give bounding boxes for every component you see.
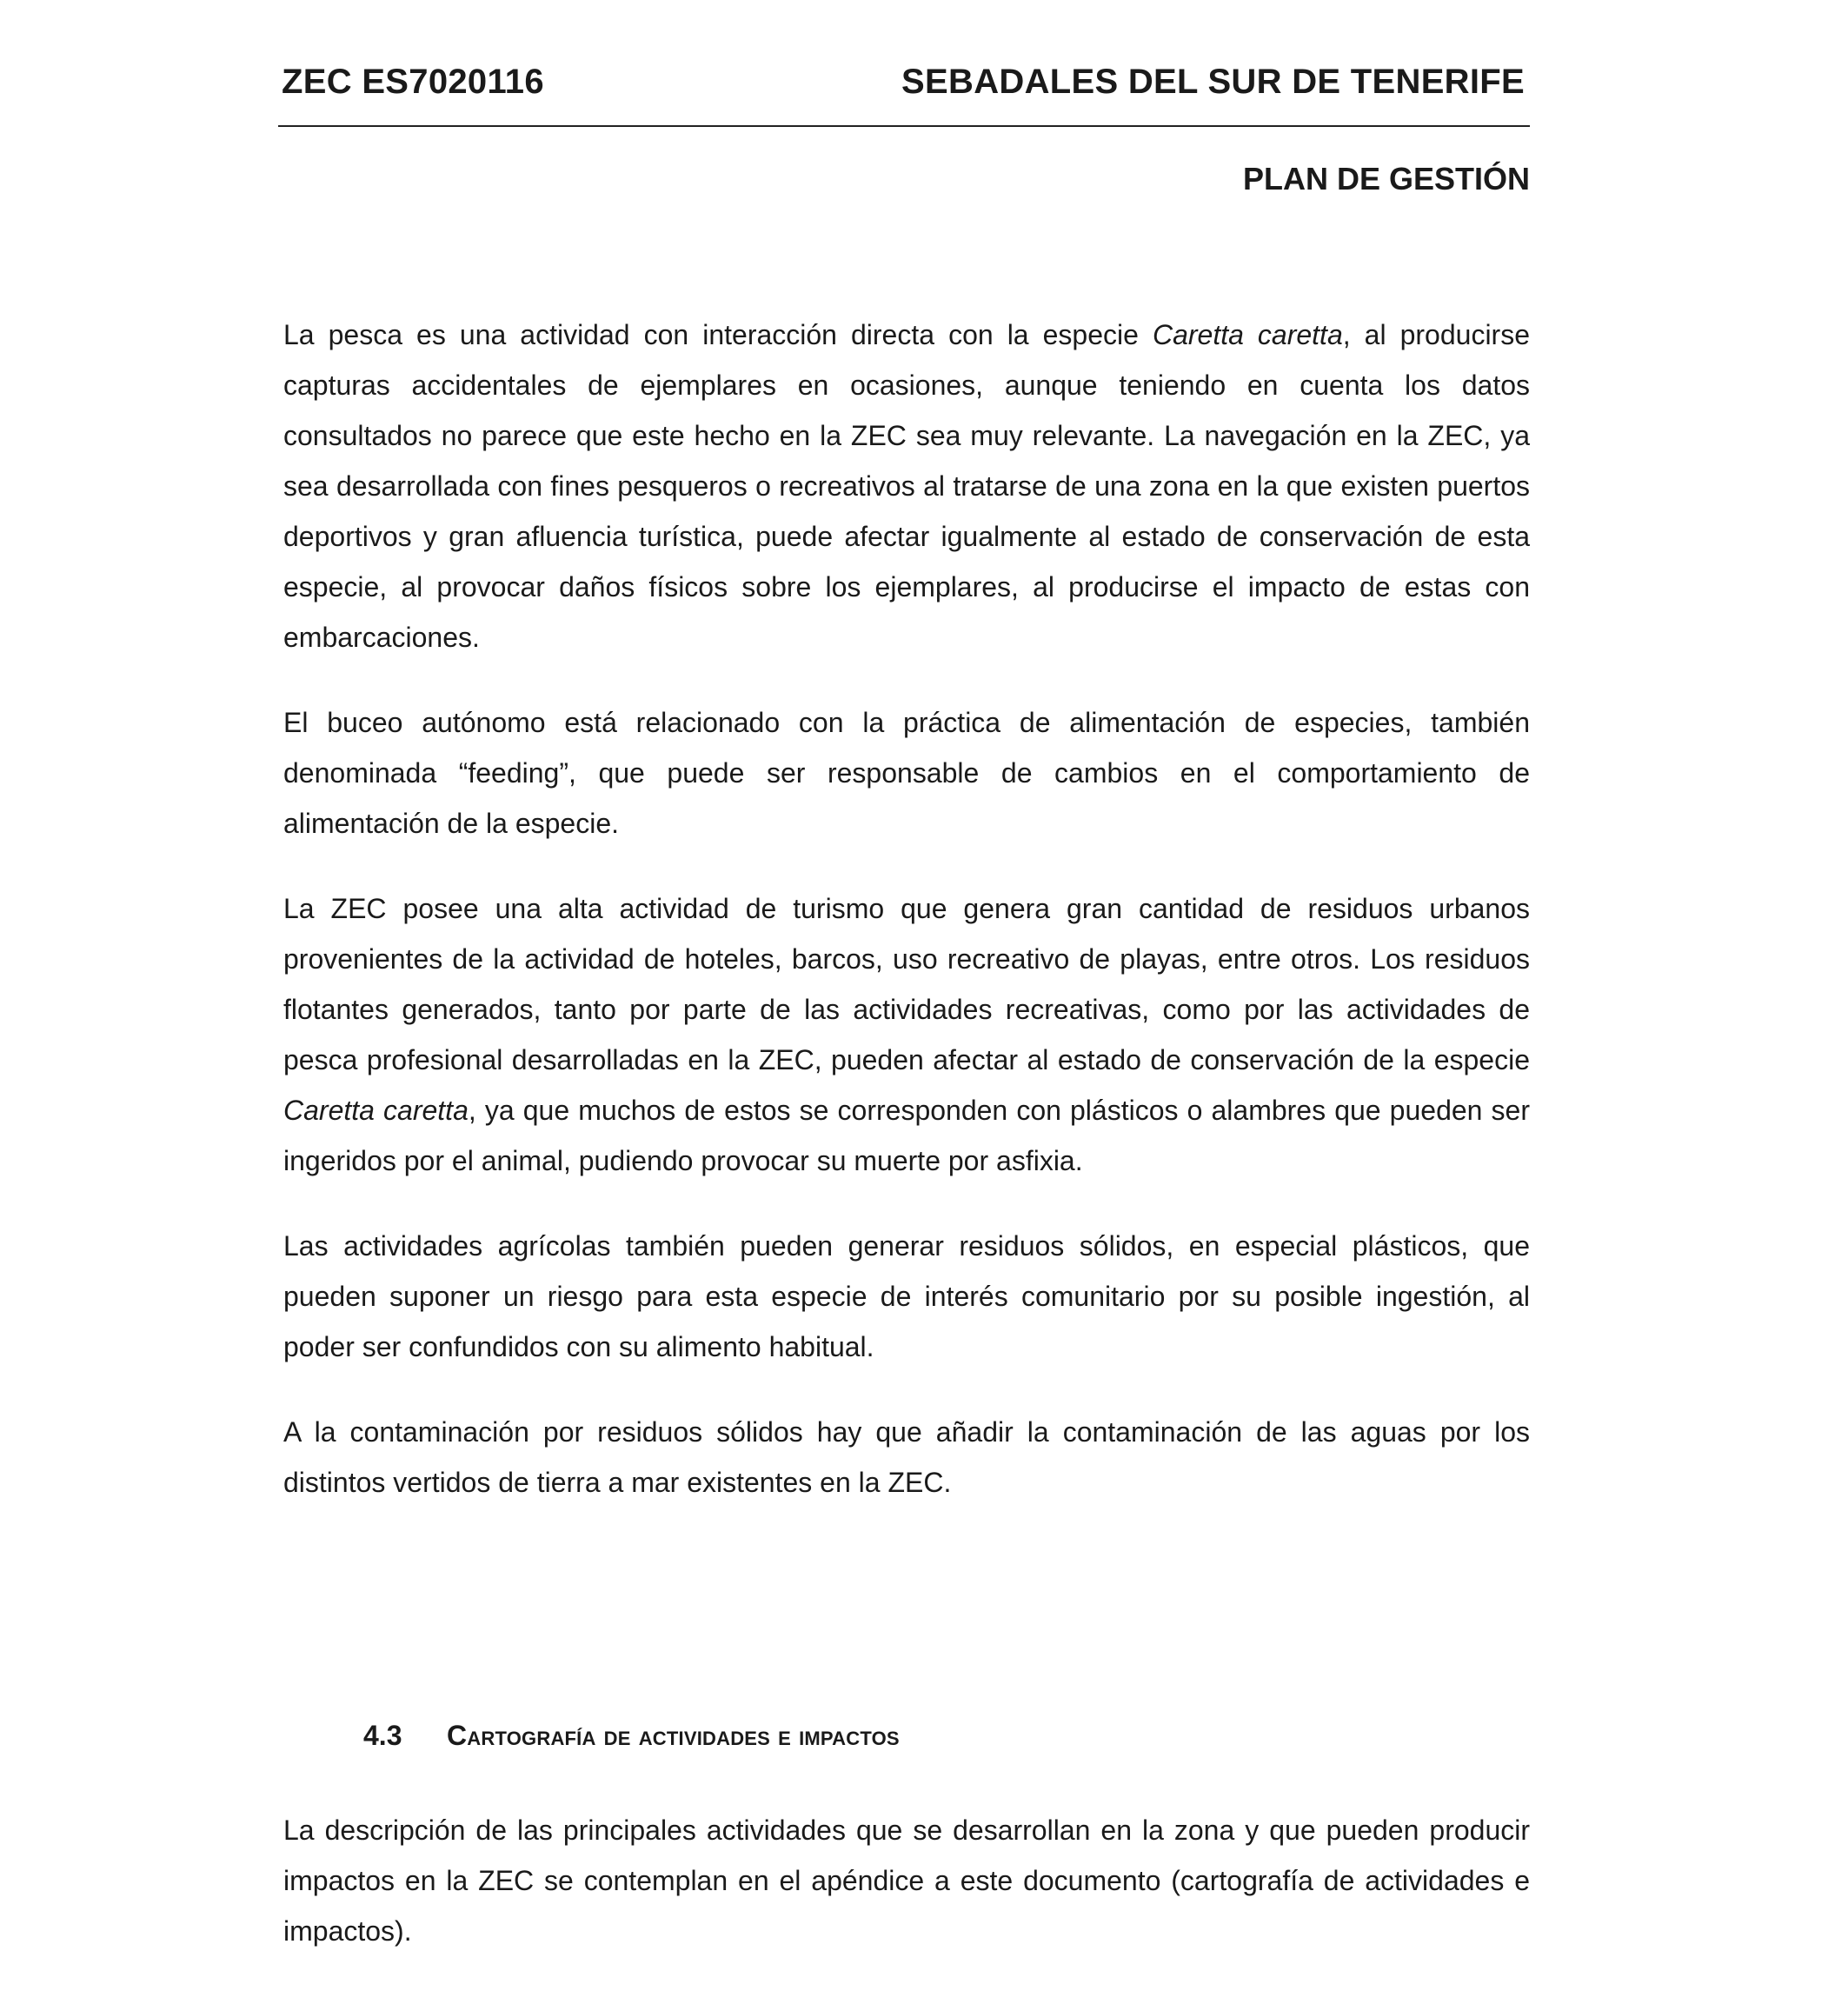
page-header: [278, 52, 1530, 127]
paragraph-tourism-waste: [283, 883, 1530, 1186]
paragraph-text: La pesca es una actividad con interacción directa con la especie: [283, 319, 1153, 350]
paragraph-text: La ZEC posee una alta actividad de turismo que genera gran cantidad de residuos urbanos provenientes de la actividad de hoteles, barcos, uso recreativo de playas, entre otros. Los residuos flotantes generados, tanto por parte de las actividades recreativas, como por las actividades de pesca profesional desarrolladas en la ZEC, pueden afectar al estado de conservación de la especie: [283, 893, 1530, 1075]
section-title: Cartografía de actividades e impactos: [447, 1720, 900, 1751]
paragraph-diving: El buceo autónomo está relacionado con la práctica de alimentación de especies, también denominada “feeding”, que puede ser responsable de cambios en el comportamiento de alimentación de la especie.: [283, 707, 1530, 839]
paragraph-contamination: A la contaminación por residuos sólidos hay que añadir la contaminación de las aguas por los distintos vertidos de tierra a mar existentes en la ZEC.: [283, 1416, 1530, 1498]
document-subtitle: PLAN DE GESTIÓN: [1242, 161, 1530, 196]
section-heading: [363, 1720, 900, 1752]
paragraph-text: , ya que muchos de estos se corresponden con plásticos o alambres que pueden ser ingeridos por el animal, pudiendo provocar su muerte por asfixia.: [283, 1095, 1531, 1176]
section-body: [283, 1805, 1530, 1991]
species-name: Caretta caretta: [1152, 319, 1343, 350]
paragraph-fishing: [283, 310, 1530, 663]
header-zec-code: ZEC ES7020116: [282, 63, 544, 101]
body-text: [283, 310, 1530, 1542]
species-name: Caretta caretta: [283, 1095, 469, 1126]
section-number: 4.3: [363, 1720, 402, 1751]
paragraph-cartography: La descripción de las principales actividades que se desarrollan en la zona y que pueden producir impactos en la ZEC se contemplan en el apéndice a este documento (cartografía de actividades e impactos).: [283, 1815, 1530, 1947]
paragraph-agriculture: Las actividades agrícolas también pueden generar residuos sólidos, en especial plásticos, que pueden suponer un riesgo para esta especie de interés comunitario por su posible ingestión, al poder ser confundidos con su alimento habitual.: [283, 1230, 1530, 1362]
paragraph-text: , al producirse capturas accidentales de ejemplares en ocasiones, aunque teniendo en cuenta los datos consultados no parece que este hecho en la ZEC sea muy relevante. La navegación en la ZEC, ya sea desarrollada con fines pesqueros o recreativos al tratarse de una zona en la que existen puertos deportivos y gran afluencia turística, puede afectar igualmente al estado de conservación de esta especie, al provocar daños físicos sobre los ejemplares, al producirse el impacto de estas con embarcaciones.: [283, 319, 1531, 653]
header-site-name: SEBADALES DEL SUR DE TENERIFE: [901, 63, 1525, 101]
